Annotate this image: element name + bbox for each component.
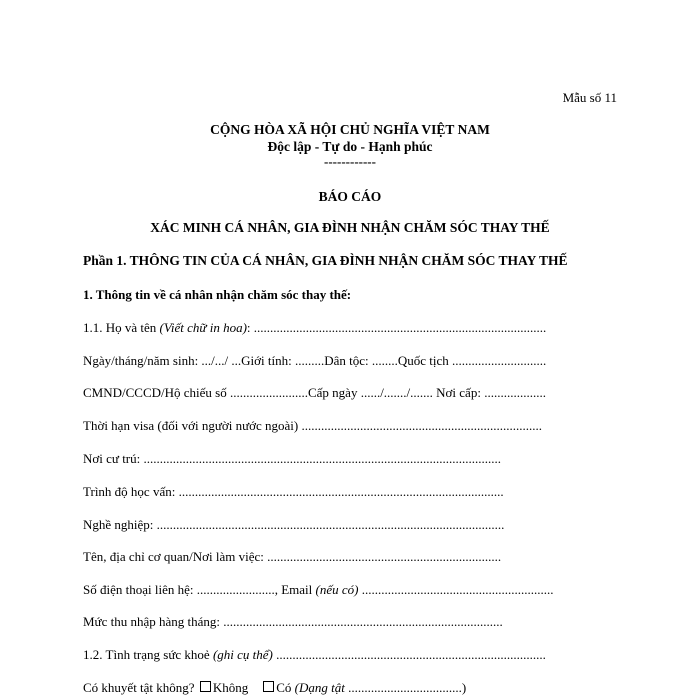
- workplace-field[interactable]: Tên, địa chỉ cơ quan/Nơi làm việc: ........................................................................: [83, 549, 502, 564]
- national-motto: Độc lập - Tự do - Hạnh phúc: [267, 139, 433, 154]
- health-status-field[interactable]: [83, 647, 546, 663]
- disability-type-hint: (Dạng tật: [294, 680, 345, 695]
- disability-question: Có khuyết tật không?: [83, 680, 198, 695]
- monthly-income-field[interactable]: Mức thu nhập hàng tháng: ......................................................................................: [83, 614, 503, 629]
- id-document-field[interactable]: CMND/CCCD/Hộ chiếu số ........................Cấp ngày ....../......./....... Nơi cấp: ...................: [83, 385, 546, 400]
- visa-term-field[interactable]: Thời hạn visa (đối với người nước ngoài) ..........................................................................: [83, 418, 542, 433]
- occupation-field[interactable]: Nghề nghiệp: ...........................................................................................................: [83, 517, 505, 532]
- disability-type-dots[interactable]: ...................................): [344, 680, 467, 695]
- disability-field: [83, 680, 466, 696]
- document-title: BÁO CÁO: [318, 189, 382, 204]
- disability-yes-checkbox[interactable]: [263, 681, 274, 692]
- header-divider: ------------: [324, 154, 376, 169]
- birth-gender-ethnicity-nationality-field[interactable]: Ngày/tháng/năm sinh: .../.../ ...Giới tính: .........Dân tộc: ........Quốc tịch .............................: [83, 353, 547, 368]
- disability-no-label: Không: [212, 680, 249, 695]
- disability-no-checkbox[interactable]: [200, 681, 211, 692]
- education-field[interactable]: Trình độ học vấn: ....................................................................................................: [83, 484, 504, 499]
- part1-heading: Phần 1. THÔNG TIN CỦA CÁ NHÂN, GIA ĐÌNH NHẬN CHĂM SÓC THAY THẾ: [83, 253, 568, 268]
- phone-email-label: Số điện thoại liên hệ: ........................, Email: [83, 582, 316, 597]
- health-label: 1.2. Tình trạng sức khoẻ: [83, 647, 213, 662]
- disability-yes-label: Có: [276, 680, 295, 695]
- national-title: CỘNG HÒA XÃ HỘI CHỦ NGHĨA VIỆT NAM: [210, 122, 490, 137]
- health-dots: ...................................................................................: [272, 647, 546, 662]
- full-name-hint: (Viết chữ in hoa): [159, 320, 247, 335]
- contact-field[interactable]: [83, 582, 553, 598]
- email-dots: ...........................................................: [358, 582, 554, 597]
- residence-field[interactable]: Nơi cư trú: ..............................................................................................................: [83, 451, 501, 466]
- health-hint: (ghi cụ thể): [212, 647, 273, 662]
- full-name-label: 1.1. Họ và tên: [83, 320, 160, 335]
- section1-heading: 1. Thông tin về cá nhân nhận chăm sóc thay thế:: [83, 287, 352, 302]
- email-hint: (nếu có): [315, 582, 359, 597]
- full-name-field[interactable]: [83, 320, 546, 336]
- form-number: Mẫu số 11: [562, 90, 617, 105]
- document-subtitle: XÁC MINH CÁ NHÂN, GIA ĐÌNH NHẬN CHĂM SÓC THAY THẾ: [150, 220, 550, 235]
- full-name-dots: : ..........................................................................................: [246, 320, 547, 335]
